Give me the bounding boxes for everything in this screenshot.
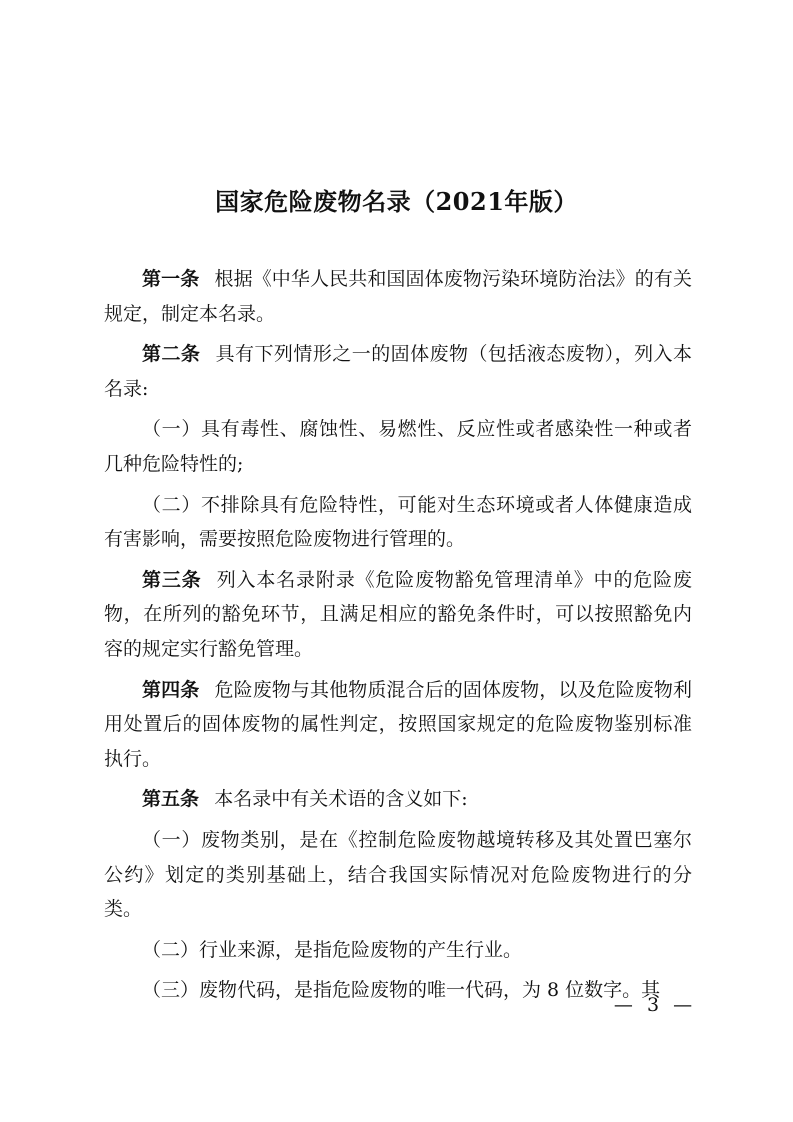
article-text: （一）具有毒性、腐蚀性、易燃性、反应性或者感染性一种或者几种危险特性的;: [104, 418, 692, 475]
article-2-item-2: [104, 488, 692, 557]
article-text: 本名录中有关术语的含义如下:: [214, 788, 468, 811]
article-heading: 第五条: [142, 788, 200, 811]
article-heading: 第四条: [142, 678, 200, 701]
article-2: [104, 337, 692, 406]
article-heading: 第一条: [142, 268, 200, 290]
article-3: [104, 563, 692, 667]
article-4: [104, 673, 692, 777]
document-body: [104, 262, 692, 1014]
article-text: 根据《中华人民共和国固体废物污染环境防治法》的有关规定，制定本名录。: [104, 268, 692, 325]
article-5-item-1: [104, 823, 692, 927]
article-5-item-3: [104, 973, 692, 1008]
article-5: [104, 782, 692, 817]
article-5-item-2: [104, 933, 692, 968]
article-text: 危险废物与其他物质混合后的固体废物，以及危险废物利用处置后的固体废物的属性判定，按照国家规定的危险废物鉴别标准执行。: [104, 678, 692, 770]
page-number: — 3 —: [613, 994, 697, 1016]
document-title: 国家危险废物名录（2021年版）: [215, 187, 578, 216]
article-text: （二）行业来源，是指危险废物的产生行业。: [142, 938, 523, 961]
article-text: （一）废物类别，是在《控制危险废物越境转移及其处置巴塞尔公约》划定的类别基础上，结合我国实际情况对危险废物进行的分类。: [104, 828, 692, 921]
article-heading: 第二条: [142, 343, 201, 366]
article-text: 具有下列情形之一的固体废物（包括液态废物），列入本名录:: [104, 343, 692, 400]
article-2-item-1: [104, 412, 692, 481]
article-text: 列入本名录附录《危险废物豁免管理清单》中的危险废物，在所列的豁免环节，且满足相应的豁免条件时，可以按照豁免内容的规定实行豁免管理。: [104, 568, 692, 660]
article-text: （三）废物代码，是指危险废物的唯一代码，为 8 位数字。其: [142, 979, 661, 1002]
article-text: （二）不排除具有危险特性，可能对生态环境或者人体健康造成有害影响，需要按照危险废物进行管理的。: [104, 493, 692, 551]
article-1: [104, 262, 692, 331]
article-heading: 第三条: [142, 568, 202, 591]
